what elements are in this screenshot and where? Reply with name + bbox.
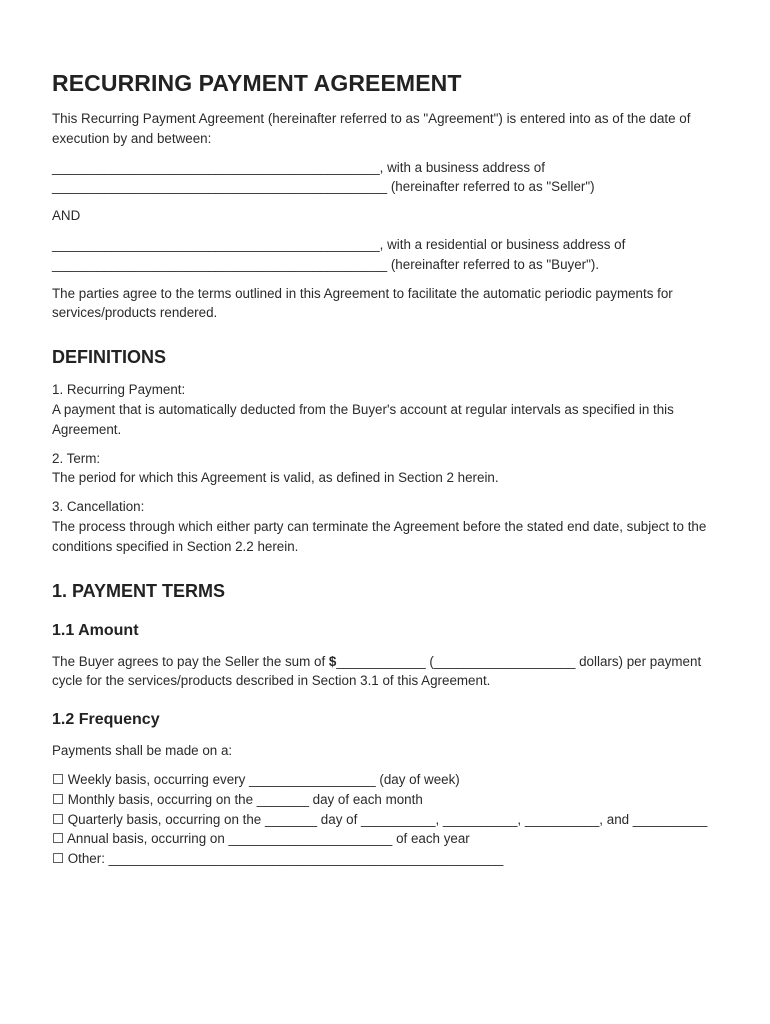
intro-paragraph: This Recurring Payment Agreement (hereinafter referred to as "Agreement") is entered into as of the date of execution by and between: [52,111,691,146]
definition-label: 3. Cancellation: [52,499,145,515]
definition-item [52,497,720,556]
seller-line-2: _____________________________________________ (hereinafter referred to as "Seller") [52,179,595,195]
frequency-option-monthly[interactable]: ☐ Monthly basis, occurring on the _______ day of each month [52,791,423,807]
amount-heading: 1.1 Amount [52,621,139,639]
amount-paragraph [52,652,720,692]
seller-line-1: ____________________________________________, with a business address of [52,159,545,175]
frequency-option-other[interactable]: ☐ Other: _____________________________________________________ [52,851,504,867]
seller-block [52,158,720,198]
definition-text: A payment that is automatically deducted from the Buyer's account at regular intervals as specified in this Agreement. [52,401,674,437]
buyer-block [52,235,720,275]
frequency-heading: 1.2 Frequency [52,711,160,729]
payment-terms-heading: 1. PAYMENT TERMS [52,580,226,601]
amount-text-before: The Buyer agrees to pay the Seller the sum of [52,653,329,669]
dollar-sign: $ [328,653,337,669]
frequency-intro: Payments shall be made on a: [52,743,233,759]
and-text: AND [52,208,81,224]
frequency-option-weekly[interactable]: ☐ Weekly basis, occurring every _________________ (day of week) [52,771,460,787]
parties-agree-paragraph: The parties agree to the terms outlined in this Agreement to facilitate the automatic periodic payments for services/products rendered. [52,285,673,321]
definition-text: The process through which either party can terminate the Agreement before the stated end date, subject to the conditions specified in Section 2.2 herein. [52,518,707,554]
definitions-heading: DEFINITIONS [52,347,167,368]
definition-text: The period for which this Agreement is valid, as defined in Section 2 herein. [52,470,499,486]
buyer-line-2: _____________________________________________ (hereinafter referred to as "Buyer"). [52,256,600,272]
definition-item [52,380,720,439]
frequency-options [52,770,720,869]
definition-label: 2. Term: [52,450,101,466]
frequency-option-quarterly[interactable]: ☐ Quarterly basis, occurring on the _______ day of __________, __________, __________, and __________ [52,811,708,827]
amount-text-after: ____________ (___________________ dollars) per payment cycle for the services/products described in Section 3.1 of this Agreement. [52,653,702,689]
document-title: RECURRING PAYMENT AGREEMENT [52,70,462,96]
definition-item [52,449,720,489]
definition-label: 1. Recurring Payment: [52,382,186,398]
buyer-line-1: ____________________________________________, with a residential or business address of [52,236,626,252]
document-content [52,70,720,869]
frequency-option-annual[interactable]: ☐ Annual basis, occurring on ______________________ of each year [52,831,470,847]
